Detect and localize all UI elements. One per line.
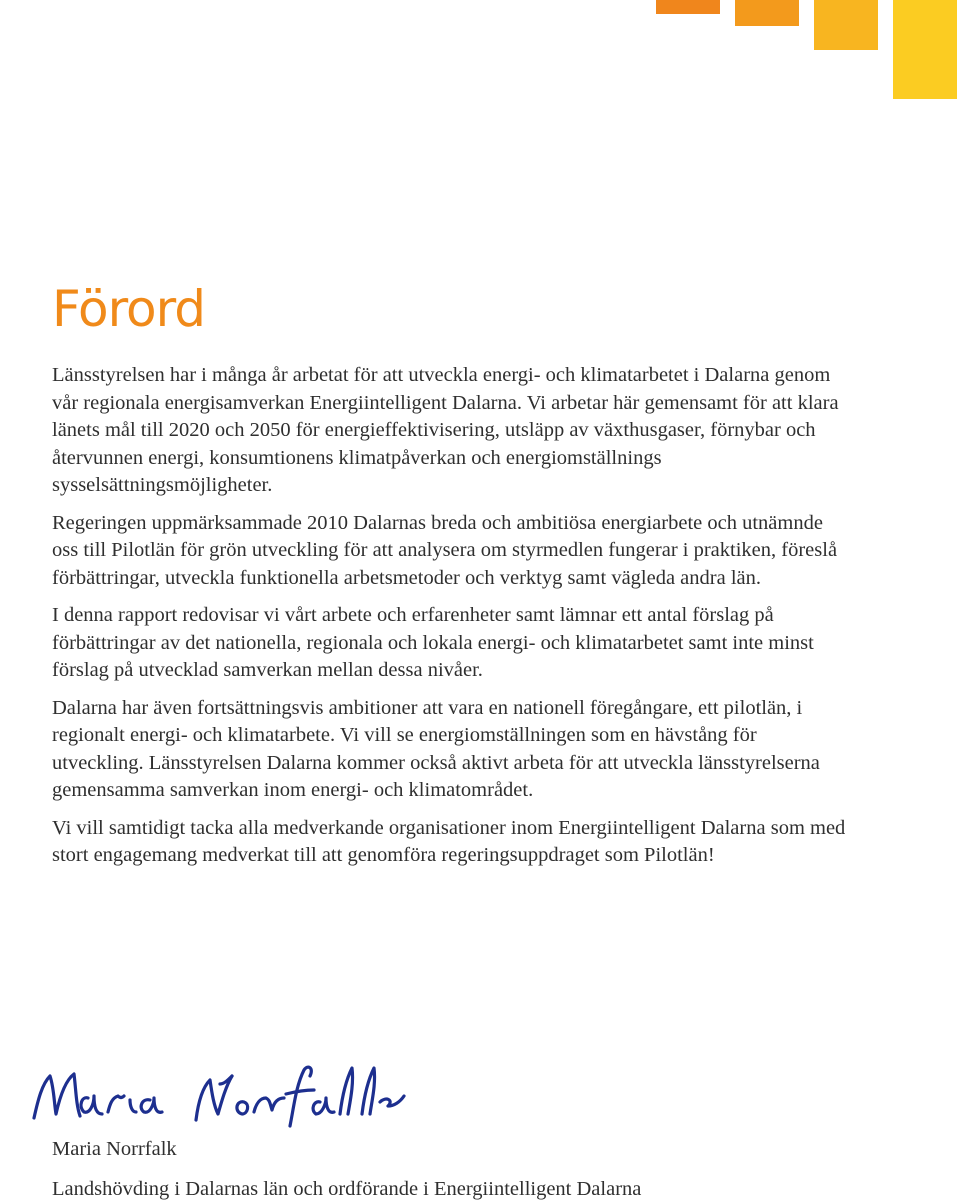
paragraph-4: Dalarna har även fortsättningsvis ambitioner att vara en nationell föregångare, ett pilotlän, i regionalt energi- och klimatarbete. Vi vill se energiomställningen som en hävstång för utveckling. Länsstyrelsen Dalarna kommer också aktivt arbeta för att utveckla länsstyrelserna gemensamma samverkan inom energi- och klimatområdet. (52, 696, 820, 801)
decor-bar-4 (893, 0, 957, 99)
decor-bar-1 (656, 0, 720, 14)
paragraph-1: Länsstyrelsen har i många år arbetat för att utveckla energi- och klimatarbetet i Dalarna genom vår regionala energisamverkan Energiintelligent Dalarna. Vi arbetar här gemensamt för att klara länets mål till 2020 och 2050 för energieffektivisering, utsläpp av växthusgaser, förnybar och återvunnen energi, konsumtionens klimatpåverkan och energiomställnings sysselsättningsmöjligheter. (52, 364, 839, 496)
decor-bar-2 (735, 0, 799, 26)
decor-bar-3 (814, 0, 878, 50)
handwritten-signature (28, 1040, 408, 1130)
body-text (52, 362, 852, 880)
paragraph-2: Regeringen uppmärksammade 2010 Dalarnas breda och ambitiösa energiarbete och utnämnde oss till Pilotlän för grön utveckling för att analysera om styrmedlen fungerar i praktiken, föreslå förbättringar, utveckla funktionella arbetsmetoder och verktyg samt vägleda andra län. (52, 511, 838, 589)
paragraph-5: Vi vill samtidigt tacka alla medverkande organisationer inom Energiintelligent Dalarna som med stort engagemang medverkat till att genomföra regeringsuppdraget som Pilotlän! (52, 816, 846, 866)
page-title: Förord (52, 280, 206, 338)
signatory-role: Landshövding i Dalarnas län och ordförande i Energiintelligent Dalarna (52, 1178, 642, 1200)
paragraph-3: I denna rapport redovisar vi vårt arbete och erfarenheter samt lämnar ett antal förslag på förbättringar av det nationella, regionala och lokala energi- och klimatarbetet samt inte minst förslag på utvecklad samverkan mellan dessa nivåer. (52, 604, 814, 681)
signatory-name: Maria Norrfalk (52, 1138, 177, 1160)
